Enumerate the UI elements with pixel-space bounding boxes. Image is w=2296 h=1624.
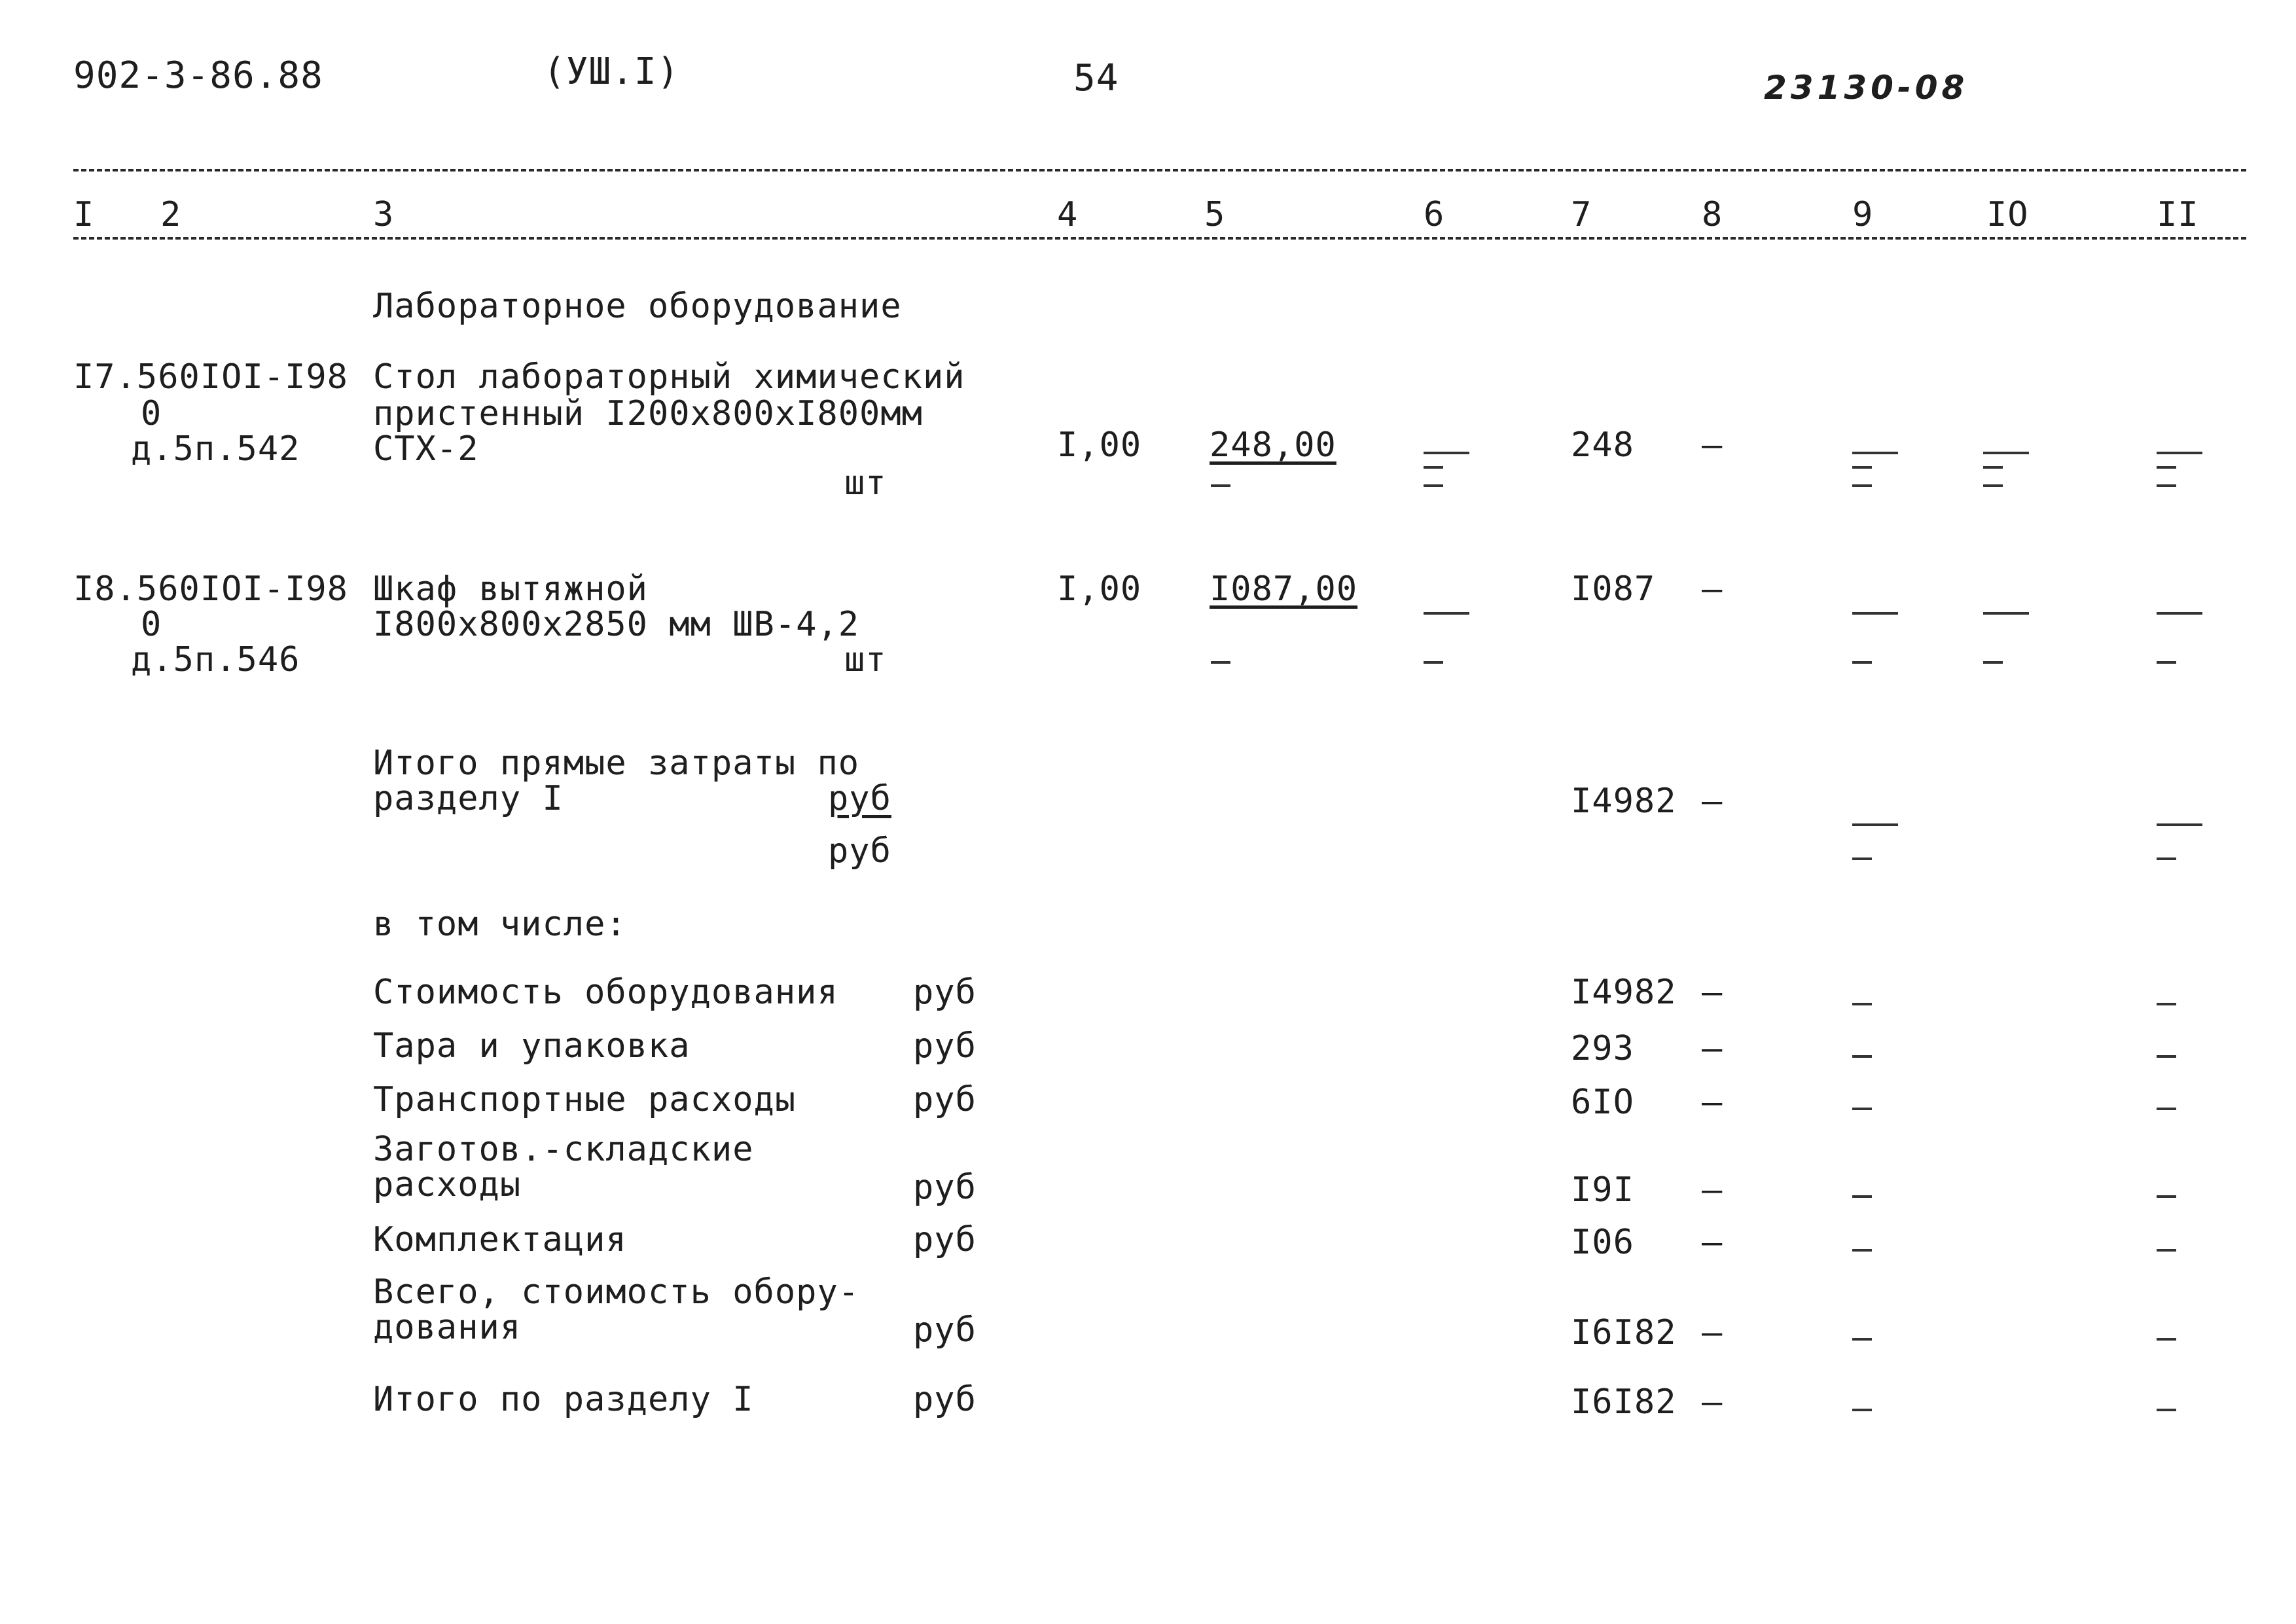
column-header-6: 6 xyxy=(1424,195,1445,234)
breakdown-section-total-col9-dash xyxy=(1852,1409,1872,1411)
item-18-number: I8.560IOI-I98 xyxy=(73,569,348,609)
column-header-9: 9 xyxy=(1852,195,1874,234)
item-18-unit: шт xyxy=(844,640,887,679)
item-17-col11-dash xyxy=(2157,452,2202,454)
breakdown-equipment-value: I4982 xyxy=(1571,973,1677,1012)
item-17-number-suffix: 0 xyxy=(141,394,162,433)
breakdown-total-equipment-label-line-2: дования xyxy=(373,1308,522,1347)
column-header-7: 7 xyxy=(1571,195,1592,234)
breakdown-transport-unit: руб xyxy=(913,1080,977,1119)
breakdown-kitting-unit: руб xyxy=(913,1220,977,1259)
item-17-col9-dash-2 xyxy=(1852,466,1872,469)
breakdown-warehouse-col8: – xyxy=(1702,1170,1723,1210)
item-17-quantity: I,00 xyxy=(1057,425,1142,465)
breakdown-section-total-unit: руб xyxy=(913,1380,977,1419)
breakdown-warehouse-label-line-2: расходы xyxy=(373,1165,522,1204)
item-18-name-line-2: I800x800x2850 мм ШВ-4,2 xyxy=(373,605,860,644)
breakdown-packaging-col9-dash xyxy=(1852,1055,1872,1058)
subtotal-col9-dash xyxy=(1852,823,1898,826)
item-18-col11-dash xyxy=(2157,612,2202,615)
item-17-name-line-3: СТХ-2 xyxy=(373,429,479,469)
subtotal-col9-dash-2 xyxy=(1852,857,1872,860)
breakdown-transport-label: Транспортные расходы xyxy=(373,1080,797,1119)
item-17-total: 248 xyxy=(1571,425,1634,465)
header-rule-bottom xyxy=(73,237,2246,240)
item-17-name-line-1: Стол лабораторный химический xyxy=(373,357,965,397)
item-18-col8: – xyxy=(1702,569,1723,609)
column-header-3: 3 xyxy=(373,195,395,234)
breakdown-kitting-col8: – xyxy=(1702,1223,1723,1262)
breakdown-warehouse-unit: руб xyxy=(913,1168,977,1207)
item-17-col8: – xyxy=(1702,425,1723,465)
column-header-4: 4 xyxy=(1057,195,1079,234)
item-17-unit: шт xyxy=(844,463,887,503)
breakdown-kitting-label: Комплектация xyxy=(373,1220,627,1259)
breakdown-transport-value: 6IO xyxy=(1571,1083,1634,1122)
item-18-number-suffix: 0 xyxy=(141,605,162,644)
item-18-col11-dash-2 xyxy=(2157,661,2176,664)
breakdown-packaging-col8: – xyxy=(1702,1029,1723,1068)
item-18-price-dash xyxy=(1211,661,1230,664)
item-18-col6-dash-2 xyxy=(1424,661,1443,664)
breakdown-section-total-col8: – xyxy=(1702,1382,1723,1422)
subtotal-col8: – xyxy=(1702,782,1723,821)
breakdown-section-total-value: I6I82 xyxy=(1571,1382,1677,1422)
column-header-11: II xyxy=(2157,195,2199,234)
subtotal-col11-dash-2 xyxy=(2157,857,2176,860)
breakdown-kitting-col9-dash xyxy=(1852,1249,1872,1252)
item-17-col10-dash-2 xyxy=(1983,466,2003,469)
subtotal-label-line-1: Итого прямые затраты по xyxy=(373,744,860,783)
breakdown-section-total-col11-dash xyxy=(2157,1409,2176,1411)
breakdown-equipment-unit: руб xyxy=(913,973,977,1012)
item-18-quantity: I,00 xyxy=(1057,569,1142,609)
inventory-stamp: 23130-08 xyxy=(1764,69,1969,107)
item-18-col10-dash-2 xyxy=(1983,661,2003,664)
column-header-2: 2 xyxy=(160,195,182,234)
item-18-col9-dash xyxy=(1852,612,1898,615)
item-17-col10-dash-3 xyxy=(1983,484,2003,487)
item-17-col9-dash-3 xyxy=(1852,484,1872,487)
item-18-name-line-1: Шкаф вытяжной xyxy=(373,569,648,609)
breakdown-total-equipment-unit: руб xyxy=(913,1310,977,1350)
breakdown-total-equipment-col9-dash xyxy=(1852,1338,1872,1341)
breakdown-total-equipment-col8: – xyxy=(1702,1313,1723,1352)
subtotal-unit-1: руб xyxy=(828,779,891,818)
item-17-unit-price: 248,00 xyxy=(1210,425,1336,465)
including-label: в том числе: xyxy=(373,905,627,944)
breakdown-equipment-col9-dash xyxy=(1852,1003,1872,1005)
subtotal-value: I4982 xyxy=(1571,782,1677,821)
breakdown-section-total-label: Итого по разделу I xyxy=(373,1380,754,1419)
breakdown-equipment-col8: – xyxy=(1702,973,1723,1012)
header-rule-top xyxy=(73,169,2246,171)
column-header-8: 8 xyxy=(1702,195,1723,234)
item-17-price-dash xyxy=(1211,484,1230,487)
column-header-5: 5 xyxy=(1204,195,1226,234)
breakdown-equipment-col11-dash xyxy=(2157,1003,2176,1005)
breakdown-equipment-label: Стоимость оборудования xyxy=(373,973,838,1012)
subtotal-label-line-2: разделу I xyxy=(373,779,564,818)
page-number: 54 xyxy=(1073,57,1119,99)
item-17-col11-dash-3 xyxy=(2157,484,2176,487)
breakdown-total-equipment-value: I6I82 xyxy=(1571,1313,1677,1352)
item-18-col6-dash xyxy=(1424,612,1469,615)
item-17-col6-dash-2 xyxy=(1424,466,1443,469)
breakdown-warehouse-col9-dash xyxy=(1852,1195,1872,1198)
item-17-col9-dash xyxy=(1852,452,1898,454)
item-17-col6-dash xyxy=(1424,452,1469,454)
breakdown-transport-col9-dash xyxy=(1852,1108,1872,1110)
volume-number: (УШ.I) xyxy=(543,50,680,93)
column-header-10: IO xyxy=(1986,195,2029,234)
subtotal-col11-dash xyxy=(2157,823,2202,826)
breakdown-packaging-value: 293 xyxy=(1571,1029,1634,1068)
breakdown-transport-col11-dash xyxy=(2157,1108,2176,1110)
breakdown-transport-col8: – xyxy=(1702,1083,1723,1122)
breakdown-warehouse-col11-dash xyxy=(2157,1195,2176,1198)
item-17-name-line-2: пристенный I200x800xI800мм xyxy=(373,394,923,433)
item-17-reference: д.5п.542 xyxy=(131,429,300,469)
breakdown-kitting-col11-dash xyxy=(2157,1249,2176,1252)
breakdown-packaging-col11-dash xyxy=(2157,1055,2176,1058)
item-18-unit-price: I087,00 xyxy=(1210,569,1358,609)
breakdown-warehouse-value: I9I xyxy=(1571,1170,1634,1210)
item-18-col10-dash xyxy=(1983,612,2029,615)
item-17-col10-dash xyxy=(1983,452,2029,454)
breakdown-kitting-value: I06 xyxy=(1571,1223,1634,1262)
item-17-col6-dash-3 xyxy=(1424,484,1443,487)
document-code: 902-3-86.88 xyxy=(73,54,323,97)
item-17-number: I7.560IOI-I98 xyxy=(73,357,348,397)
breakdown-total-equipment-col11-dash xyxy=(2157,1338,2176,1341)
section-title: Лабораторное оборудование xyxy=(373,287,902,326)
subtotal-unit-2: руб xyxy=(828,831,891,871)
item-17-col11-dash-2 xyxy=(2157,466,2176,469)
item-18-col9-dash-2 xyxy=(1852,661,1872,664)
item-18-reference: д.5п.546 xyxy=(131,640,300,679)
breakdown-packaging-label: Тара и упаковка xyxy=(373,1026,691,1066)
breakdown-packaging-unit: руб xyxy=(913,1026,977,1066)
item-18-total: I087 xyxy=(1571,569,1656,609)
column-header-1: I xyxy=(73,195,95,234)
breakdown-total-equipment-label-line-1: Всего, стоимость обору- xyxy=(373,1272,860,1312)
breakdown-warehouse-label-line-1: Заготов.-складские xyxy=(373,1130,754,1169)
